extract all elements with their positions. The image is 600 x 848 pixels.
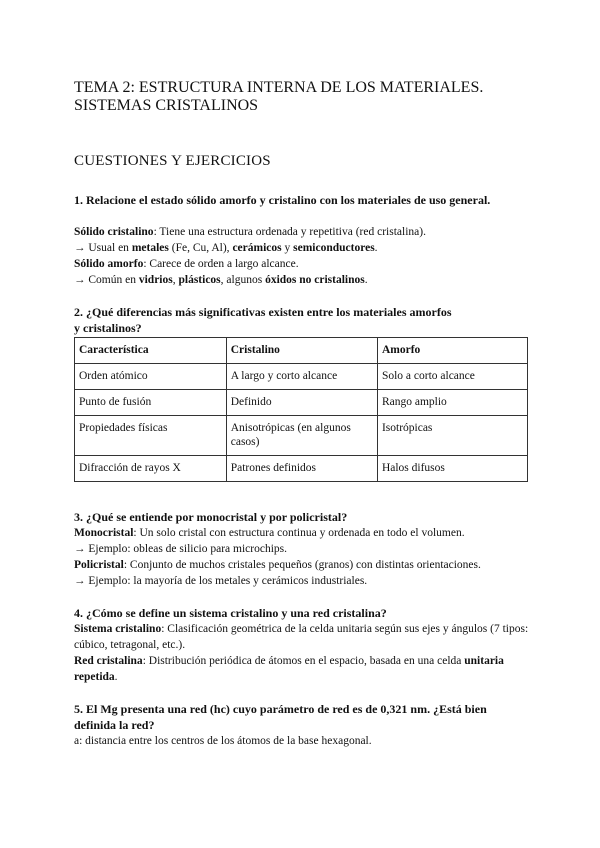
table-cell: Propiedades físicas xyxy=(75,416,227,456)
table-cell: A largo y corto alcance xyxy=(226,364,377,390)
table-header: Característica xyxy=(75,338,227,364)
question-3: 3. ¿Qué se entiende por monocristal y por policristal? xyxy=(74,510,348,524)
table-row xyxy=(75,390,528,416)
table-cell: Rango amplio xyxy=(377,390,527,416)
q1-line-amorphous: Sólido amorfo: Carece de orden a largo alcance. xyxy=(74,258,299,270)
q3-line-monocrystal: Monocristal: Un solo cristal con estructura continua y ordenada en todo el volumen. xyxy=(74,527,465,539)
table-cell: Patrones definidos xyxy=(226,456,377,482)
question-5: 5. El Mg presenta una red (hc) cuyo parámetro de red es de 0,321 nm. ¿Está bien definida la red? xyxy=(74,702,487,732)
q1-line-crystalline: Sólido cristalino: Tiene una estructura ordenada y repetitiva (red cristalina). xyxy=(74,226,426,238)
table-row xyxy=(75,364,528,390)
table-header: Cristalino xyxy=(226,338,377,364)
q3-line-polycrystal: Policristal: Conjunto de muchos cristales pequeños (granos) con distintas orientaciones. xyxy=(74,559,481,571)
q1-answer xyxy=(74,224,534,288)
table-cell: Anisotrópicas (en algunos casos) xyxy=(226,416,377,456)
q1-line-amorphous-usage: → Común en vidrios, plásticos, algunos óxidos no cristalinos. xyxy=(74,274,368,286)
table-cell: Orden atómico xyxy=(75,364,227,390)
q1-line-crystalline-usage: → Usual en metales (Fe, Cu, Al), cerámicos y semiconductores. xyxy=(74,242,378,254)
table-cell: Punto de fusión xyxy=(75,390,227,416)
q3-line-monocrystal-example: → Ejemplo: obleas de silicio para microchips. xyxy=(74,543,288,555)
q3-answer xyxy=(74,525,534,589)
table-header-row xyxy=(75,338,528,364)
table-row xyxy=(75,456,528,482)
table-header: Amorfo xyxy=(377,338,527,364)
q4-line-crystal-lattice: Red cristalina: Distribución periódica de átomos en el espacio, basada en una celda unitaria repetida. xyxy=(74,655,504,683)
table-cell: Definido xyxy=(226,390,377,416)
section-subtitle: CUESTIONES Y EJERCICIOS xyxy=(74,153,271,169)
comparison-table xyxy=(74,337,528,482)
question-4: 4. ¿Cómo se define un sistema cristalino y una red cristalina? xyxy=(74,606,387,620)
table-cell: Halos difusos xyxy=(377,456,527,482)
page-title: TEMA 2: ESTRUCTURA INTERNA DE LOS MATERIALES. SISTEMAS CRISTALINOS xyxy=(74,79,484,114)
table-row xyxy=(75,416,528,456)
q5-answer: a: distancia entre los centros de los átomos de la base hexagonal. xyxy=(74,735,372,747)
question-1: 1. Relacione el estado sólido amorfo y cristalino con los materiales de uso general. xyxy=(74,193,491,207)
table-cell: Isotrópicas xyxy=(377,416,527,456)
question-2: 2. ¿Qué diferencias más significativas existen entre los materiales amorfos y cristalinos? xyxy=(74,305,452,335)
table-cell: Solo a corto alcance xyxy=(377,364,527,390)
q4-answer xyxy=(74,621,532,685)
table-cell: Difracción de rayos X xyxy=(75,456,227,482)
q4-line-crystal-system: Sistema cristalino: Clasificación geométrica de la celda unitaria según sus ejes y ángulos (7 tipos: cúbico, tetragonal, etc.). xyxy=(74,623,529,651)
q3-line-polycrystal-example: → Ejemplo: la mayoría de los metales y cerámicos industriales. xyxy=(74,575,368,587)
